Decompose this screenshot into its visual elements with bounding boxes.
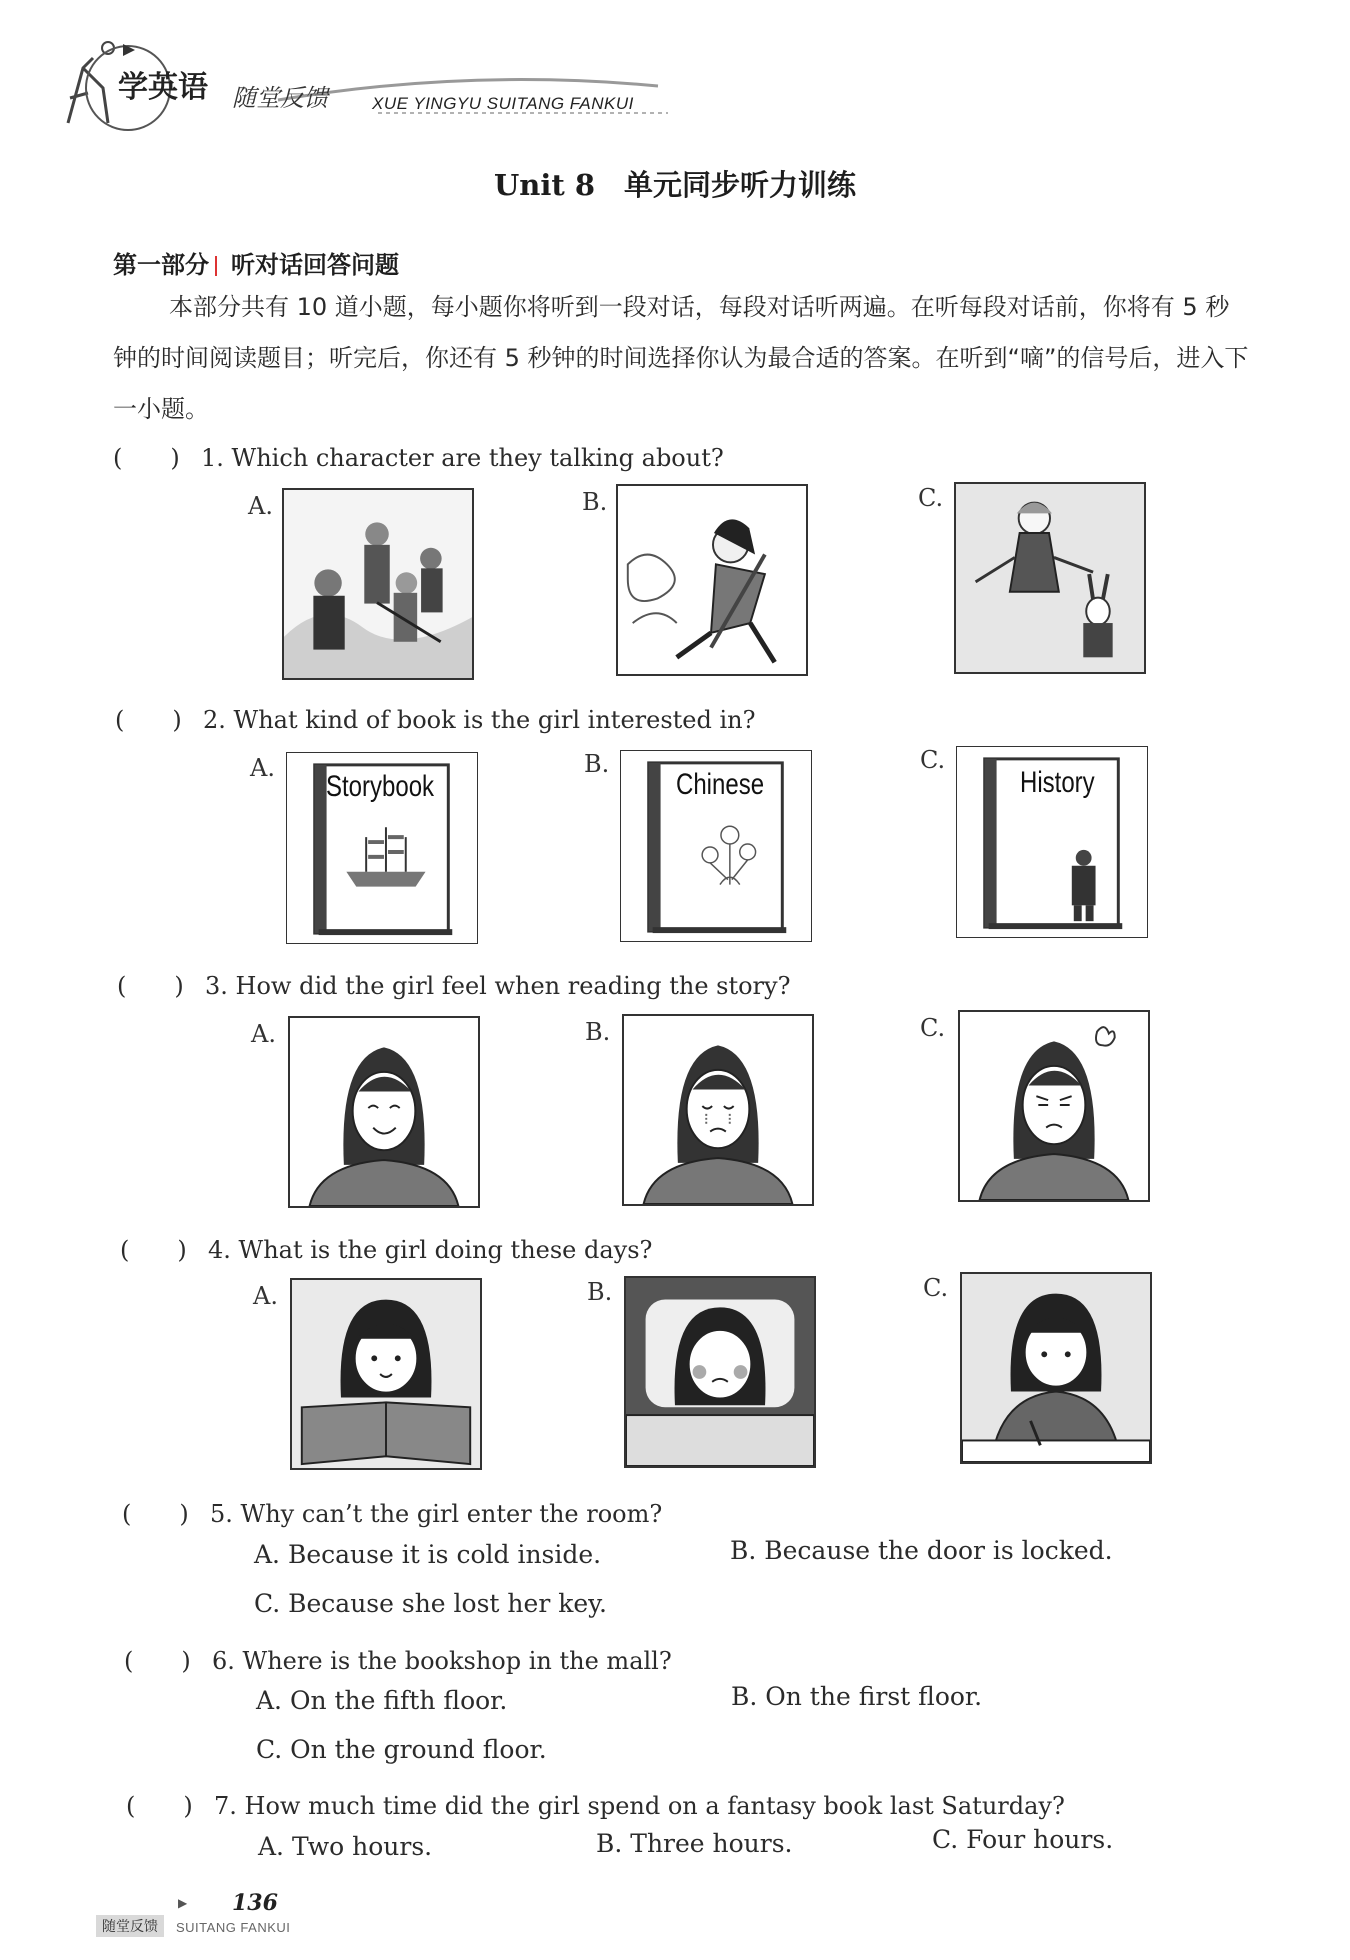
answer-blank[interactable]: ( ) [117,972,184,1000]
section-divider [215,256,217,276]
mulan-picture [616,484,808,676]
option-b[interactable]: B. Three hours. [596,1829,793,1858]
option-c[interactable]: C. On the ground floor. [256,1735,547,1764]
question-1 [113,438,724,473]
option-label-b: B. [584,750,610,778]
history-book-title: History [1020,766,1095,799]
option-label-a: A. [251,1020,276,1048]
sick-girl-in-bed-picture [624,1276,816,1468]
option-label-b: B. [585,1018,611,1046]
footer-tag: 随堂反馈 [96,1915,164,1937]
footer-tag-en: SUITANG FANKUI [176,1920,291,1935]
question-text: 6. Where is the bookshop in the mall? [212,1647,672,1675]
option-b[interactable]: B. On the first floor. [731,1682,983,1711]
option-a[interactable]: A. Because it is cold inside. [254,1540,602,1569]
question-7 [126,1786,1065,1821]
answer-blank[interactable]: ( ) [124,1647,191,1675]
header-logo-en: XUE YINGYU SUITANG FANKUI [372,94,634,113]
answer-blank[interactable]: ( ) [122,1500,189,1528]
header-logo-cn: 学英语 [118,70,208,105]
option-c[interactable]: C. Because she lost her key. [254,1589,607,1618]
header-logo-cn2: 随堂反馈 [232,84,328,112]
answer-blank[interactable]: ( ) [113,444,180,472]
storybook-title: Storybook [326,770,435,803]
happy-girl-picture [288,1016,480,1208]
option-label-b: B. [582,488,608,516]
question-5 [122,1494,662,1529]
option-label-b: B. [587,1278,613,1306]
option-a[interactable]: A. On the fifth floor. [256,1686,508,1715]
question-4 [120,1230,652,1265]
option-label-c: C. [923,1274,949,1302]
option-label-c: C. [920,1014,946,1042]
journey-west-characters-picture [282,488,474,680]
alice-and-rabbit-picture [954,482,1146,674]
option-b[interactable]: B. Because the door is locked. [730,1536,1113,1565]
option-label-a: A. [253,1282,278,1310]
answer-blank[interactable]: ( ) [115,706,182,734]
question-6 [124,1641,672,1676]
section-label: 第一部分 [113,251,209,279]
instructions-paragraph: 本部分共有 10 道小题，每小题你将听到一段对话，每段对话听两遍。在听每段对话前，你将有 5 秒钟的时间阅读题目；听完后，你还有 5 秒钟的时间选择你认为最合适的答案。在听到“嘀”的信号后，进入下一小题。 [113,293,1249,423]
sad-crying-girl-picture [622,1014,814,1206]
chinese-book-title: Chinese [676,768,765,801]
question-2 [115,700,755,735]
option-label-c: C. [918,484,944,512]
page-marker-icon: ▶ [178,1896,188,1910]
option-c[interactable]: C. Four hours. [932,1825,1114,1854]
option-a[interactable]: A. Two hours. [258,1832,433,1861]
angry-girl-picture [958,1010,1150,1202]
page-title: Unit 8 单元同步听力训练 [493,168,857,202]
question-text: 3. How did the girl feel when reading the story? [205,972,791,1000]
question-3 [117,966,790,1001]
question-text: 7. How much time did the girl spend on a fantasy book last Saturday? [214,1792,1065,1820]
page-number: 136 [232,1890,278,1916]
section-title: 听对话回答问题 [231,251,399,279]
girl-reading-book-picture [290,1278,482,1470]
answer-blank[interactable]: ( ) [120,1236,187,1264]
option-label-a: A. [250,754,275,782]
option-label-c: C. [920,746,946,774]
section-heading [113,245,399,280]
girl-studying-at-desk-picture [960,1272,1152,1464]
question-text: 5. Why can’t the girl enter the room? [210,1500,663,1528]
option-label-a: A. [248,492,273,520]
answer-blank[interactable]: ( ) [126,1792,193,1820]
question-text: 1. Which character are they talking about? [201,444,724,472]
question-text: 2. What kind of book is the girl interested in? [203,706,756,734]
question-text: 4. What is the girl doing these days? [208,1236,653,1264]
